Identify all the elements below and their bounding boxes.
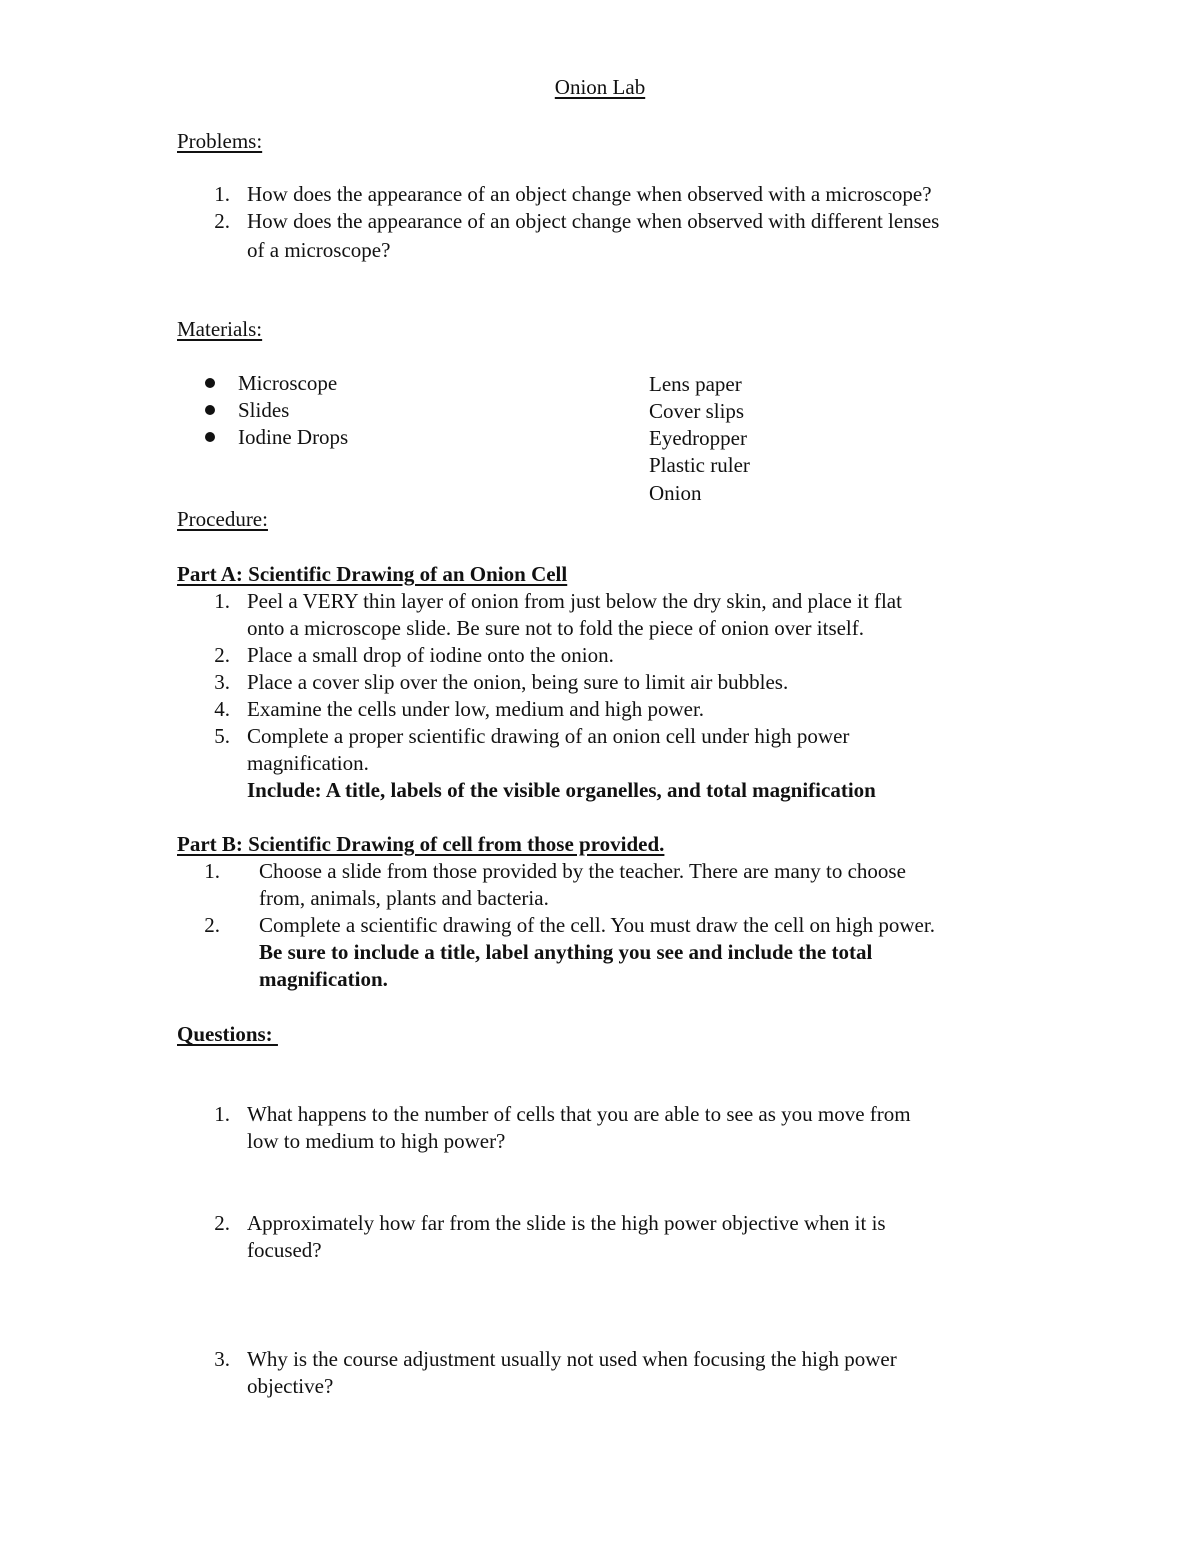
step-number: 3. bbox=[214, 670, 230, 694]
question-number: 1. bbox=[214, 1102, 230, 1126]
step-line: Choose a slide from those provided by the teacher. There are many to choose bbox=[259, 859, 906, 883]
step-line: from, animals, plants and bacteria. bbox=[259, 886, 549, 910]
step-number: 5. bbox=[214, 724, 230, 748]
problem-line: of a microscope? bbox=[247, 238, 391, 262]
material-item: Lens paper bbox=[649, 372, 742, 396]
material-item: Slides bbox=[238, 398, 290, 422]
materials-heading: Materials: bbox=[177, 317, 263, 341]
procedure-heading: Procedure: bbox=[177, 507, 268, 531]
problem-number: 1. bbox=[214, 182, 230, 206]
material-item: Cover slips bbox=[649, 399, 745, 423]
step-number: 4. bbox=[214, 697, 230, 721]
problems-heading: Problems: bbox=[177, 129, 263, 153]
part-a-heading: Part A: Scientific Drawing of an Onion Cell bbox=[177, 562, 568, 586]
step-line: Complete a scientific drawing of the cell. You must draw the cell on high power. bbox=[259, 913, 935, 937]
question-line: low to medium to high power? bbox=[247, 1129, 506, 1153]
step-line: Place a cover slip over the onion, being sure to limit air bubbles. bbox=[247, 670, 789, 694]
questions-heading: Questions: bbox=[177, 1022, 278, 1046]
bullet-icon bbox=[205, 432, 215, 442]
step-number: 2. bbox=[204, 913, 220, 937]
bullet-icon bbox=[205, 378, 215, 388]
question-number: 3. bbox=[214, 1347, 230, 1371]
bullet-icon bbox=[205, 405, 215, 415]
problem-line: How does the appearance of an object change when observed with different lenses bbox=[247, 209, 940, 233]
step-line: Peel a VERY thin layer of onion from just below the dry skin, and place it flat bbox=[247, 589, 902, 613]
problem-number: 2. bbox=[214, 209, 230, 233]
step-line: Complete a proper scientific drawing of an onion cell under high power bbox=[247, 724, 850, 748]
step-number: 1. bbox=[214, 589, 230, 613]
step-line: onto a microscope slide. Be sure not to fold the piece of onion over itself. bbox=[247, 616, 865, 640]
question-line: objective? bbox=[247, 1374, 334, 1398]
part-a-include-note: Include: A title, labels of the visible organelles, and total magnification bbox=[247, 778, 876, 802]
part-b-bold-note: magnification. bbox=[259, 967, 388, 991]
step-number: 2. bbox=[214, 643, 230, 667]
page-title: Onion Lab bbox=[554, 75, 646, 99]
problem-line: How does the appearance of an object change when observed with a microscope? bbox=[247, 182, 932, 206]
material-item: Microscope bbox=[238, 371, 338, 395]
question-number: 2. bbox=[214, 1211, 230, 1235]
material-item: Iodine Drops bbox=[238, 425, 349, 449]
material-item: Plastic ruler bbox=[649, 453, 750, 477]
step-number: 1. bbox=[204, 859, 220, 883]
material-item: Onion bbox=[649, 481, 702, 505]
question-line: Approximately how far from the slide is the high power objective when it is bbox=[247, 1211, 886, 1235]
step-line: magnification. bbox=[247, 751, 369, 775]
material-item: Eyedropper bbox=[649, 426, 747, 450]
question-line: focused? bbox=[247, 1238, 322, 1262]
step-line: Place a small drop of iodine onto the onion. bbox=[247, 643, 614, 667]
part-b-heading: Part B: Scientific Drawing of cell from those provided. bbox=[177, 832, 665, 856]
part-b-bold-note: Be sure to include a title, label anything you see and include the total bbox=[259, 940, 873, 964]
question-line: Why is the course adjustment usually not used when focusing the high power bbox=[247, 1347, 897, 1371]
step-line: Examine the cells under low, medium and high power. bbox=[247, 697, 705, 721]
question-line: What happens to the number of cells that you are able to see as you move from bbox=[247, 1102, 911, 1126]
